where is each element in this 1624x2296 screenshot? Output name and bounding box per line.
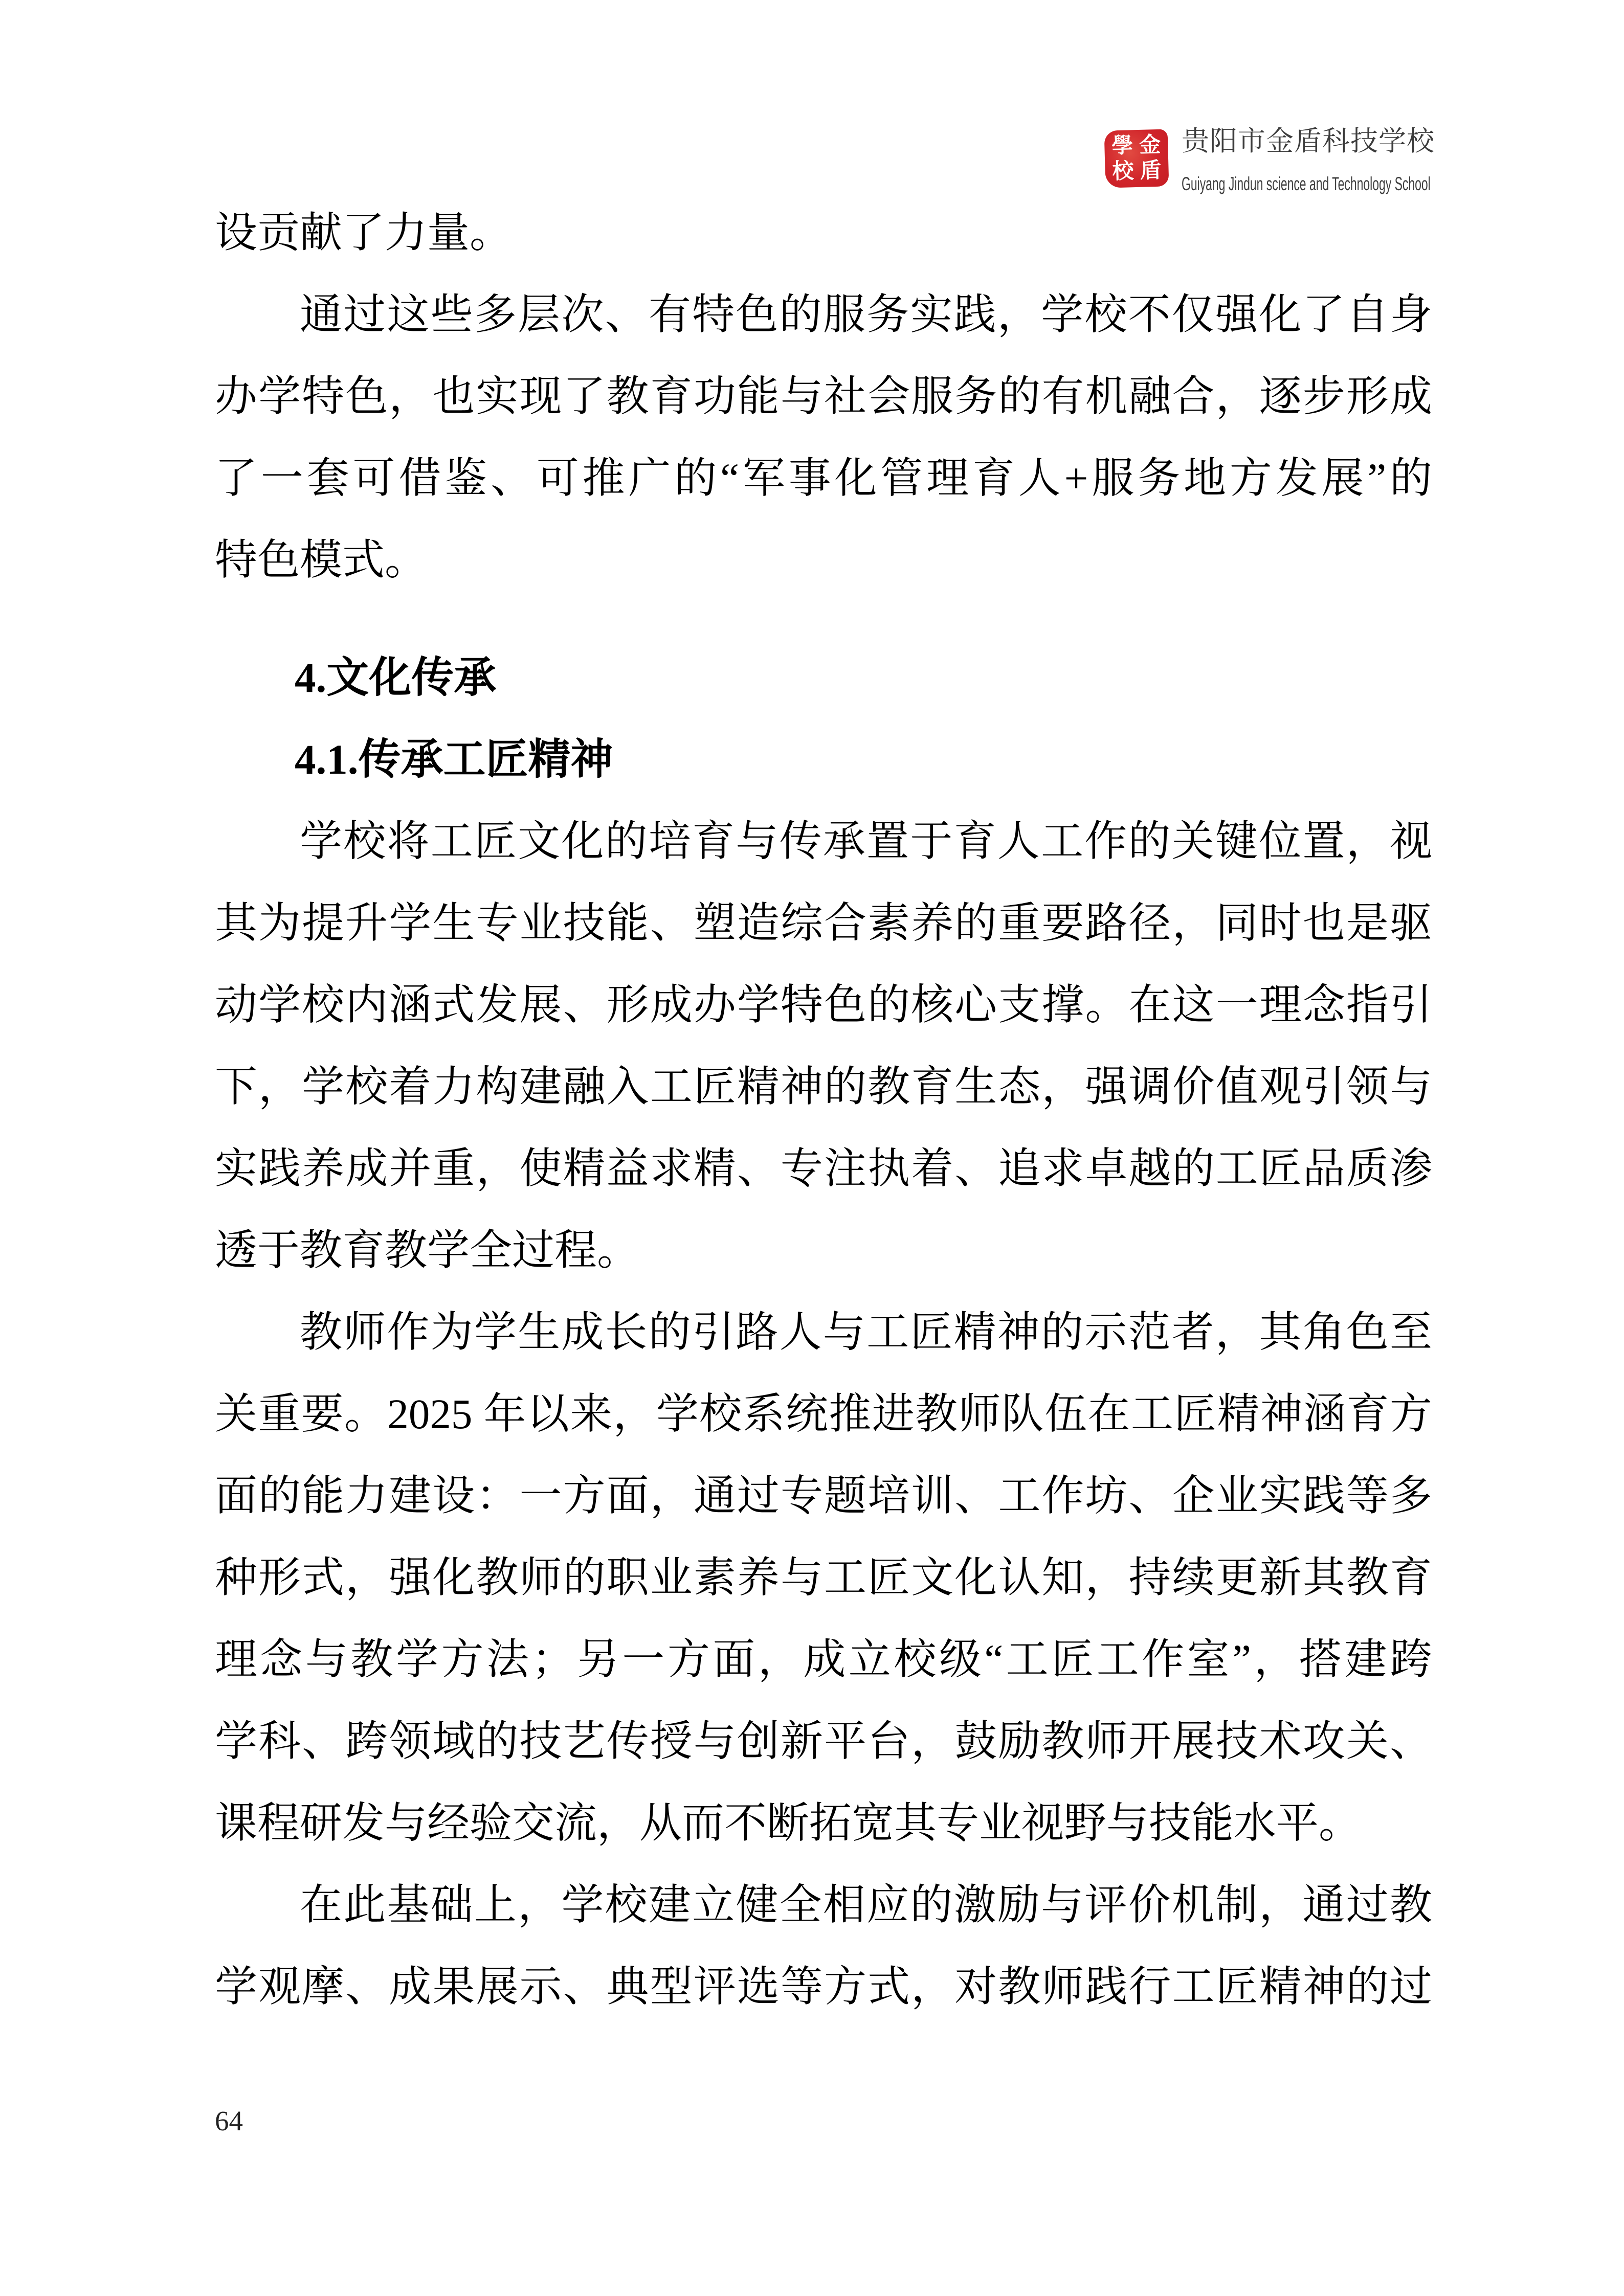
body-line: 其为提升学生专业技能、塑造综合素养的重要路径，同时也是驱 — [215, 899, 1432, 947]
body-line: 关重要。2025 年以来，学校系统推进教师队伍在工匠精神涵育方 — [215, 1390, 1432, 1437]
page-header — [1105, 127, 1583, 194]
seal-char-bottom-left: 校 — [1112, 160, 1134, 184]
seal-char-top-left: 學 — [1111, 134, 1133, 159]
body-line: 设贡献了力量。 — [215, 209, 512, 256]
body-line: 通过这些多层次、有特色的服务实践，学校不仅强化了自身 — [300, 291, 1432, 338]
school-seal-logo — [1104, 129, 1169, 188]
body-line: 透于教育教学全过程。 — [215, 1227, 639, 1274]
school-name-en: Guiyang Jindun science and Technology School — [1182, 173, 1431, 194]
seal-char-top-right: 金 — [1139, 133, 1161, 157]
body-line: 种形式，强化教师的职业素养与工匠文化认知，持续更新其教育 — [215, 1554, 1432, 1601]
school-name-block — [1182, 127, 1583, 194]
body-line: 特色模式。 — [215, 536, 427, 583]
seal-char-bottom-right: 盾 — [1140, 159, 1162, 183]
school-name-zh: 贵阳市金盾科技学校 — [1182, 126, 1435, 156]
section-heading: 4.文化传承 — [295, 654, 497, 701]
subsection-heading: 4.1.传承工匠精神 — [295, 736, 613, 783]
body-line: 了一套可借鉴、可推广的“军事化管理育人+服务地方发展”的 — [215, 455, 1432, 502]
body-line: 实践养成并重，使精益求精、专注执着、追求卓越的工匠品质渗 — [215, 1145, 1432, 1192]
body-line: 面的能力建设：一方面，通过专题培训、工作坊、企业实践等多 — [215, 1472, 1432, 1519]
body-line: 动学校内涵式发展、形成办学特色的核心支撑。在这一理念指引 — [215, 981, 1432, 1028]
body-line: 理念与教学方法；另一方面，成立校级“工匠工作室”，搭建跨 — [215, 1636, 1432, 1683]
body-line: 办学特色，也实现了教育功能与社会服务的有机融合，逐步形成 — [215, 373, 1432, 420]
document-body — [215, 192, 1432, 2028]
body-line: 在此基础上，学校建立健全相应的激励与评价机制，通过教 — [300, 1881, 1432, 1928]
body-line: 教师作为学生成长的引路人与工匠精神的示范者，其角色至 — [300, 1309, 1432, 1356]
body-line: 学科、跨领域的技艺传授与创新平台，鼓励教师开展技术攻关、 — [215, 1718, 1432, 1765]
body-line: 下，学校着力构建融入工匠精神的教育生态，强调价值观引领与 — [215, 1063, 1432, 1110]
body-line: 学观摩、成果展示、典型评选等方式，对教师践行工匠精神的过 — [215, 1963, 1432, 2010]
body-line: 学校将工匠文化的培育与传承置于育人工作的关键位置，视 — [300, 818, 1432, 865]
body-line: 课程研发与经验交流，从而不断拓宽其专业视野与技能水平。 — [215, 1799, 1361, 1847]
page-number: 64 — [215, 2105, 243, 2136]
